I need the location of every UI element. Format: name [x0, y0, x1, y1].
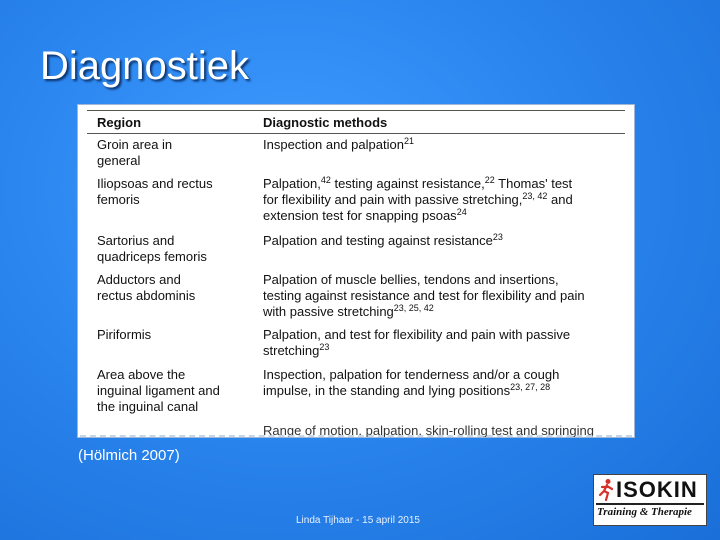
logo-header: [596, 477, 704, 505]
methods-cell: [263, 137, 623, 153]
region-cell: [97, 272, 247, 304]
methods-line: extension test for snapping psoas$^{24}$: [263, 207, 467, 223]
methods-cell: [263, 327, 623, 359]
region-line: femoris: [97, 192, 140, 207]
region-line: Iliopsoas and rectus: [97, 176, 213, 191]
region-line: rectus abdominis: [97, 288, 196, 303]
methods-line: Inspection, palpation for tenderness and/or a cough: [263, 367, 560, 382]
methods-cell: [263, 233, 623, 249]
methods-line: Palpation,$^{42}$ testing against resistance,$^{22}$ Thomas' test: [263, 175, 573, 191]
region-cell: [97, 367, 247, 415]
region-cell: [97, 233, 247, 265]
citation-caption: (Hölmich 2007): [78, 447, 180, 464]
methods-cell: [263, 272, 623, 320]
isokin-logo: [593, 474, 707, 526]
region-cell: [97, 327, 247, 343]
region-line: inguinal ligament and: [97, 383, 220, 398]
methods-line: Palpation, and test for flexibility and pain with passive: [263, 327, 571, 342]
column-header-methods: Diagnostic methods: [263, 115, 388, 130]
slide-title: Diagnostiek: [40, 44, 250, 88]
region-line: Groin area in: [97, 137, 173, 152]
runner-icon: [598, 478, 614, 502]
logo-tagline: Training & Therapie: [597, 506, 692, 518]
methods-cell: [263, 176, 623, 224]
region-line: Sartorius and: [97, 233, 175, 248]
dashed-divider: [80, 435, 632, 437]
column-header-region: Region: [97, 115, 142, 130]
region-line: Area above the: [97, 367, 186, 382]
methods-line: for flexibility and pain with passive stretching,$^{23, 42}$ and: [263, 191, 573, 207]
region-cell: [97, 137, 247, 169]
slide-footer: Linda Tijhaar - 15 april 2015: [296, 515, 420, 526]
methods-line: testing against resistance and test for flexibility and pain: [263, 288, 585, 303]
methods-line: Palpation and testing against resistance$^{23}$: [263, 232, 503, 248]
diagnostic-methods-table: [77, 104, 635, 438]
methods-line: with passive stretching$^{23, 25, 42}$: [263, 303, 434, 319]
methods-line: stretching$^{23}$: [263, 342, 330, 358]
logo-brand: ISOKIN: [616, 477, 698, 502]
methods-line: impulse, in the standing and lying positions$^{23, 27, 28}$: [263, 382, 551, 398]
region-line: general: [97, 153, 141, 168]
region-line: quadriceps femoris: [97, 249, 207, 264]
region-line: Adductors and: [97, 272, 181, 287]
methods-line: Inspection and palpation$^{21}$: [263, 136, 414, 152]
methods-line: Palpation of muscle bellies, tendons and insertions,: [263, 272, 559, 287]
region-cell: [97, 176, 247, 208]
methods-cell: [263, 367, 623, 399]
methods-line: Range of motion, palpation, skin-rolling test and springing: [263, 423, 594, 438]
region-line: Piriformis: [97, 327, 152, 342]
table-header-rule: [87, 133, 625, 134]
table-top-rule: [87, 110, 625, 111]
region-line: the inguinal canal: [97, 399, 199, 414]
